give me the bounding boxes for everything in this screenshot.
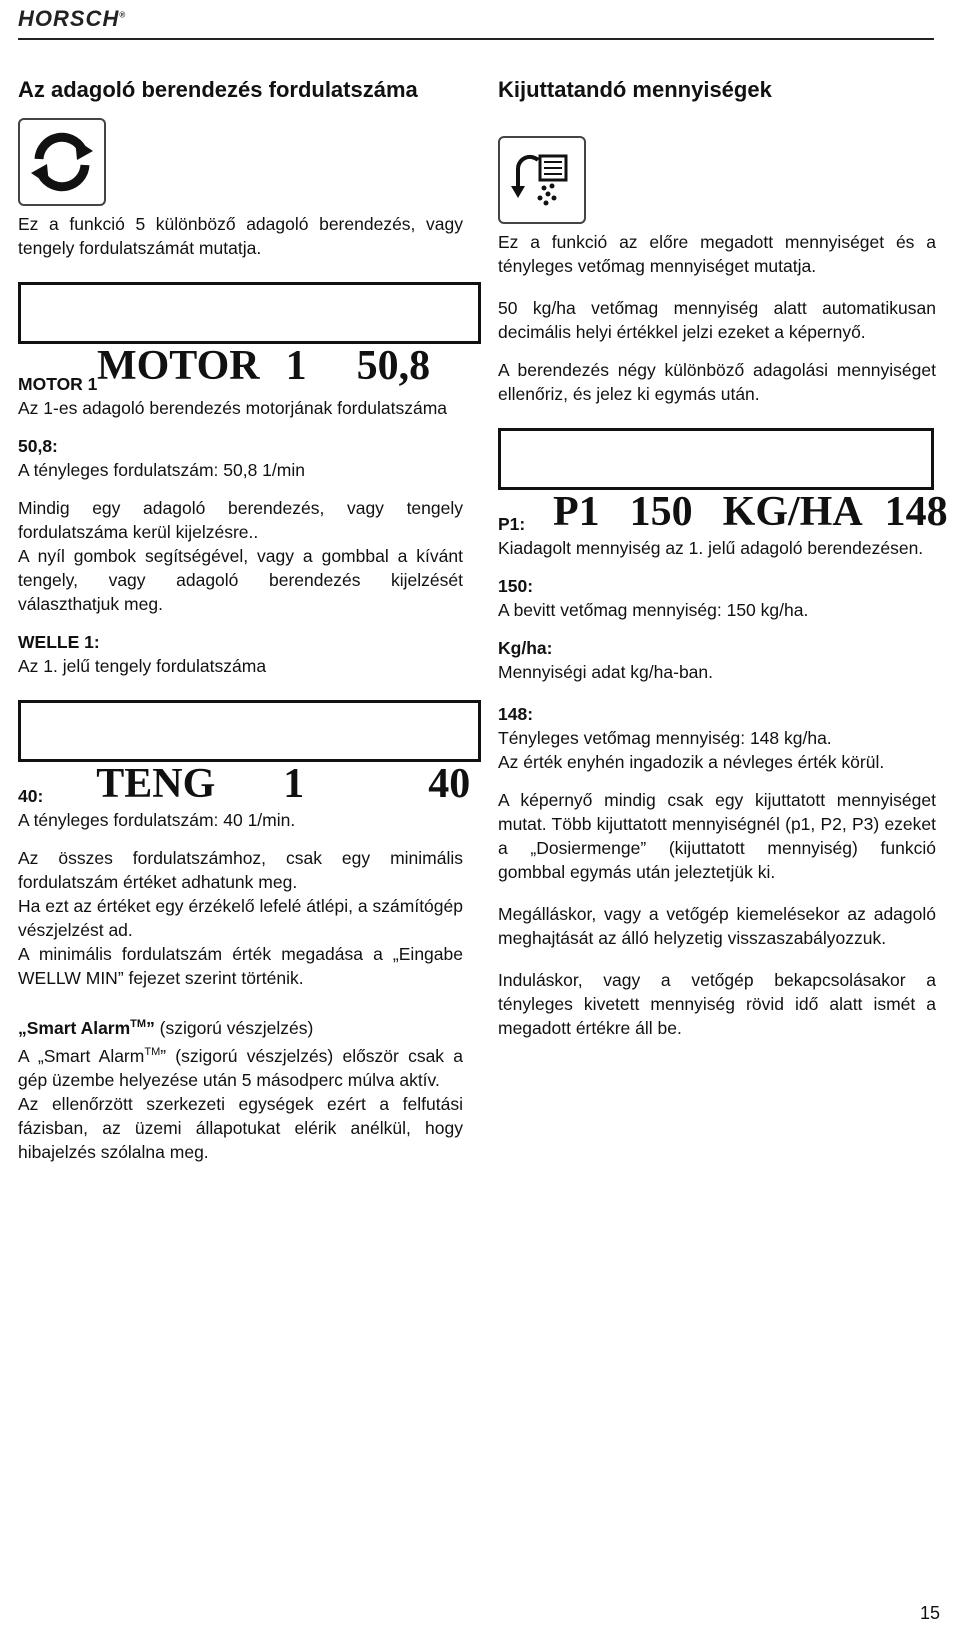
welle-text: Az 1. jelű tengely fordulatszáma	[18, 656, 267, 676]
display-motor	[18, 282, 481, 389]
paragraph: Megálláskor, vagy a vetőgép kiemelésekor az adagoló meghajtását az álló helyzetig visszaszabályozzuk.	[498, 904, 936, 948]
v148-text2: Az érték enyhén ingadozik a névleges érték körül.	[498, 752, 885, 772]
value-text: A tényleges fordulatszám: 50,8 1/min	[18, 460, 305, 480]
v148-title: 148:	[498, 704, 534, 724]
paragraph: A nyíl gombok segítségével, vagy a gombbal a kívánt tengely, vagy adagoló berendezés kijelzését választhatjuk meg.	[18, 546, 463, 614]
paragraph: Induláskor, vagy a vetőgép bekapcsolásakor a tényleges kivetett mennyiség rövid idő alatt ismét a megadott értékre áll be.	[498, 970, 936, 1038]
welle-title: WELLE 1:	[18, 632, 100, 652]
section-title-quantities: Kijuttatandó mennyiségek	[498, 77, 772, 102]
paragraph: A minimális fordulatszám érték megadása a „Eingabe WELLW MIN” fejezet szerint történik.	[18, 944, 463, 988]
p1-title: P1:	[498, 514, 526, 534]
d2-title: 40:	[18, 786, 44, 806]
paragraph: Az összes fordulatszámhoz, csak egy minimális fordulatszám értéket adhatunk meg.	[18, 848, 463, 892]
v148-text: Tényleges vetőmag mennyiség: 148 kg/ha.	[498, 728, 832, 748]
v150-text: A bevitt vetőmag mennyiség: 150 kg/ha.	[498, 600, 809, 620]
display-motor-index: 1	[285, 343, 307, 389]
right-column	[498, 76, 948, 1040]
v150-title: 150:	[498, 576, 534, 596]
display-teng-index: 1	[283, 761, 305, 807]
motor-text: Az 1-es adagoló berendezés motorjának fordulatszáma	[18, 398, 447, 418]
display-teng-label: TENG	[96, 761, 216, 807]
kgha-title: Kg/ha:	[498, 638, 553, 658]
page-header	[18, 6, 934, 40]
display-teng-value: 40	[428, 761, 471, 807]
page-number: 15	[919, 1603, 940, 1623]
value-title: 50,8:	[18, 436, 58, 456]
d2-text: A tényleges fordulatszám: 40 1/min.	[18, 810, 296, 830]
kgha-text: Mennyiségi adat kg/ha-ban.	[498, 662, 713, 682]
display-motor-label: MOTOR	[97, 343, 260, 389]
intro-text: Ez a funkció az előre megadott mennyiséget és a tényleges vetőmag mennyiséget mutatja.	[498, 232, 936, 276]
p1-text: Kiadagolt mennyiség az 1. jelű adagoló berendezésen.	[498, 538, 924, 558]
paragraph: Ha ezt az értéket egy érzékelő lefelé átlépi, a számítógép vészjelzést ad.	[18, 896, 463, 940]
header-rule	[18, 38, 934, 40]
display-p1	[498, 428, 948, 535]
display-actual-value: 148	[884, 489, 948, 535]
display-teng	[18, 700, 481, 807]
horsch-logo: HORSCH®	[18, 6, 127, 31]
motor-title: MOTOR 1	[18, 374, 98, 394]
paragraph: Az ellenőrzött szerkezeti egységek ezért a felfutási fázisban, az üzemi állapotukat elérik anélkül, hogy hibajelzés szólalna meg.	[18, 1093, 463, 1162]
left-column	[18, 76, 471, 1164]
intro-text: Ez a funkció 5 különböző adagoló berendezés, vagy tengely fordulatszámát mutatja.	[18, 214, 463, 258]
smart-alarm-text: A „Smart Alarm™” (szigorú vészjelzés) először csak a gép üzembe helyezése után 5 másodperc múlva aktív.	[18, 1045, 463, 1090]
display-set-value: 150	[629, 489, 693, 535]
paragraph: 50 kg/ha vetőmag mennyiség alatt automatikusan decimális helyi értékkel jelzi ezeket a képernyő.	[498, 298, 936, 342]
display-p-label: P1	[553, 489, 600, 535]
display-unit: KG/HA	[722, 489, 863, 535]
paragraph: A berendezés négy különböző adagolási mennyiséget ellenőriz, és jelez ki egymás után.	[498, 360, 936, 404]
seed-dosing-icon	[498, 136, 586, 224]
section-title-rpm: Az adagoló berendezés fordulatszáma	[18, 77, 418, 102]
display-motor-value: 50,8	[356, 343, 431, 389]
paragraph: A képernyő mindig csak egy kijuttatott mennyiséget mutat. Több kijuttatott mennyiségnél (p1, P2, P3) ezeket a „Dosiermenge” (kijuttatott mennyiség) funkció gombbal egymás után jeleztetjük ki.	[498, 790, 936, 882]
rotation-arrows-icon	[18, 118, 106, 206]
paragraph: Mindig egy adagoló berendezés, vagy tengely fordulatszáma kerül kijelzésre..	[18, 498, 463, 542]
smart-alarm-heading: „Smart Alarm™” (szigorú vészjelzés)	[18, 1017, 314, 1038]
